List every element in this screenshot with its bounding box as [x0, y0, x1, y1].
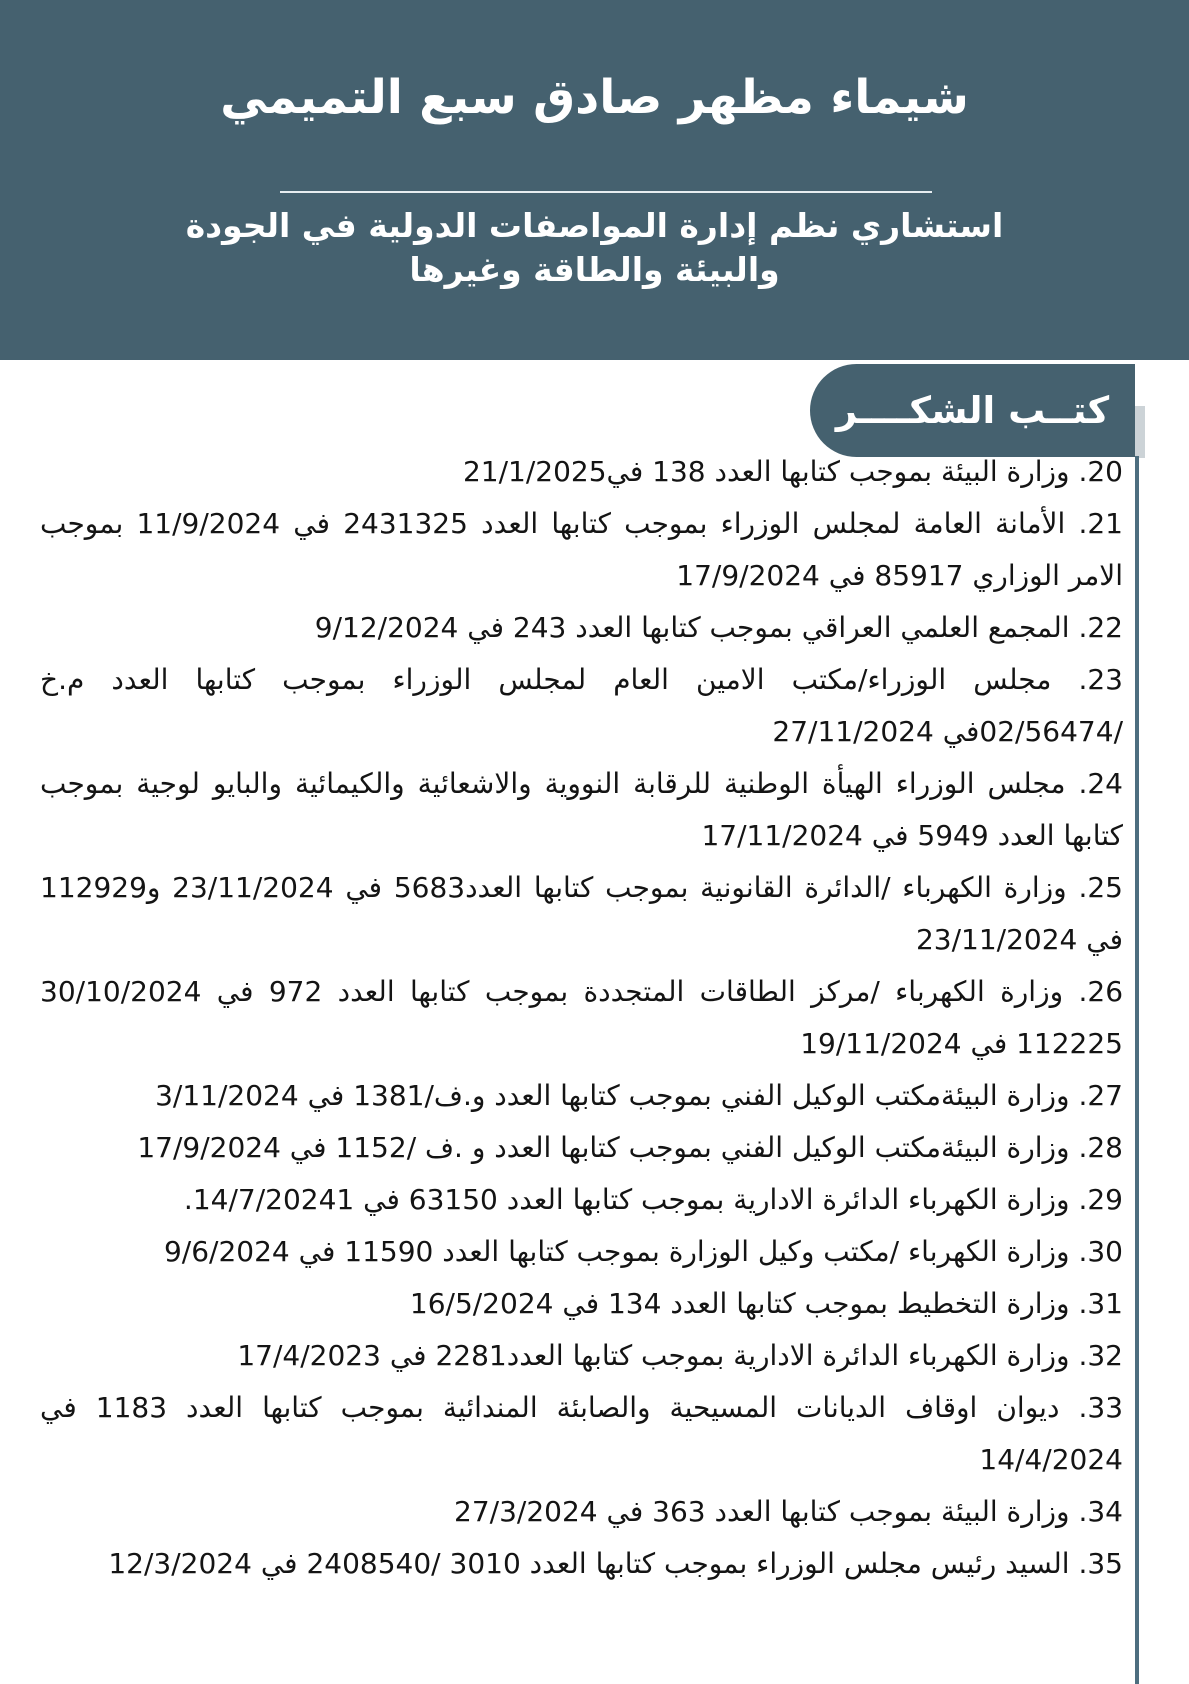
section-title: كتــب الشكــــر — [835, 389, 1110, 432]
letter-item: 22. المجمع العلمي العراقي بموجب كتابها العدد 243 في 9/12/2024 — [314, 611, 1123, 644]
letter-item: 31. وزارة التخطيط بموجب كتابها العدد 134 في 16/5/2024 — [409, 1287, 1123, 1320]
letter-item: 27. وزارة البيئةمكتب الوكيل الفني بموجب كتابها العدد و.ف/1381 في 3/11/2024 — [155, 1079, 1123, 1112]
section-badge — [810, 364, 1135, 457]
letter-item: 20. وزارة البيئة بموجب كتابها العدد 138 في21/1/2025 — [462, 455, 1123, 488]
letter-item: 28. وزارة البيئةمكتب الوكيل الفني بموجب كتابها العدد و .ف /1152 في 17/9/2024 — [137, 1131, 1123, 1164]
letter-item: 29. وزارة الكهرباء الدائرة الادارية بموجب كتابها العدد 63150 في 14/7/20241. — [183, 1183, 1123, 1216]
letter-item: 30. وزارة الكهرباء /مكتب وكيل الوزارة بموجب كتابها العدد 11590 في 9/6/2024 — [163, 1235, 1123, 1268]
badge-shadow — [1135, 406, 1145, 458]
person-name: شيماء مظهر صادق سبع التميمي — [220, 70, 969, 125]
header-divider — [280, 191, 932, 193]
thanks-letters-list — [40, 446, 1123, 1590]
letter-item: 23. مجلس الوزراء/مكتب الامين العام لمجلس الوزراء بموجب كتابها العدد م.خ /02/56474في 27/11/2024 — [40, 663, 1123, 748]
vertical-rule — [1135, 456, 1139, 1684]
letter-item: 33. ديوان اوقاف الديانات المسيحية والصابئة المندائية بموجب كتابها العدد 1183 في 14/4/2024 — [40, 1391, 1124, 1476]
letter-item: 32. وزارة الكهرباء الدائرة الادارية بموجب كتابها العدد2281 في 17/4/2023 — [237, 1339, 1123, 1372]
letter-item: 34. وزارة البيئة بموجب كتابها العدد 363 في 27/3/2024 — [454, 1495, 1123, 1528]
letter-item: 26. وزارة الكهرباء /مركز الطاقات المتجددة بموجب كتابها العدد 972 في 30/10/2024 112225 في 19/11/2024 — [40, 975, 1124, 1060]
letter-item: 21. الأمانة العامة لمجلس الوزراء بموجب كتابها العدد 2431325 في 11/9/2024 بموجب الامر الوزاري 85917 في 17/9/2024 — [40, 507, 1123, 592]
letter-item: 24. مجلس الوزراء الهيأة الوطنية للرقابة النووية والاشعائية والكيمائية والبايو لوجية بموجب كتابها العدد 5949 في 17/11/2024 — [40, 767, 1123, 852]
profile-header — [0, 0, 1189, 360]
subtitle-line-1: استشاري نظم إدارة المواصفات الدولية في الجودة — [185, 206, 1004, 245]
letter-item: 35. السيد رئيس مجلس الوزراء بموجب كتابها العدد 3010 /2408540 في 12/3/2024 — [108, 1547, 1123, 1580]
letter-item: 25. وزارة الكهرباء /الدائرة القانونية بموجب كتابها العدد5683 في 23/11/2024 و112929 في 23/11/2024 — [40, 871, 1123, 956]
subtitle-line-2: والبيئة والطاقة وغيرها — [409, 250, 780, 289]
profile-subtitle — [0, 204, 1189, 292]
